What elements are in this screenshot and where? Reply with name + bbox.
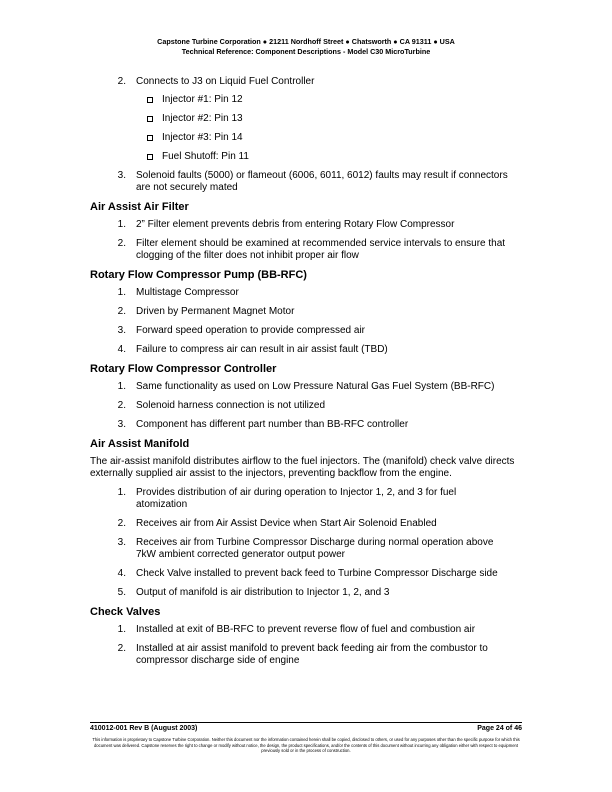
list-item: 3. Forward speed operation to provide compressed air [117,325,366,336]
list-item: 1. Same functionality as used on Low Pressure Natural Gas Fuel System (BB-RFC) [117,381,495,392]
list-item: 3. Receives air from Turbine Compressor Discharge during normal operation above 7kW ambient corrected generator output power [117,537,494,560]
list-item: 2. Filter element should be examined at recommended service intervals to ensure that clogging of the filter does not inhibit proper air flow [117,238,506,261]
list-item: 1. Provides distribution of air during operation to Injector 1, 2, and 3 for fuel atomization [117,487,457,510]
pin-item: Injector #1: Pin 12 [90,94,520,106]
pin-item: Fuel Shutoff: Pin 11 [90,151,520,163]
footer-disclaimer: This information is proprietary to Capstone Turbine Corporation. Neither this document nor the information contained herein shall be copied, disclosed to others, or used for any purposes other than the specific purpose for which this document was delivered. Capstone reserves the right to change or modify without notice, the design, the product specifications, and/or the contents of this document without incurring any obligation either with respect to equipment previously sold or in the process of construction. [92,737,520,754]
page-header [0,37,612,57]
list-item: 2. Installed at air assist manifold to prevent back feeding air from the combustor to compressor discharge side of engine [117,643,488,666]
list-item: 1. Installed at exit of BB-RFC to prevent reverse flow of fuel and combustion air [117,624,476,635]
checkbox-bullet-icon [147,154,153,160]
list-item: 3. Component has different part number than BB-RFC controller [117,419,409,430]
section-heading-manifold: Air Assist Manifold [90,438,190,450]
list-item: 4. Failure to compress air can result in air assist fault (TBD) [117,344,388,355]
manifold-paragraph: The air-assist manifold distributes airflow to the fuel injectors. The (manifold) check valve directs externally supplied air assist to the injectors, preventing backflow from the engine. [90,456,515,479]
list-item: 1. 2” Filter element prevents debris from entering Rotary Flow Compressor [117,219,455,230]
list-item: 1. Multistage Compressor [117,287,239,298]
section-heading-pump: Rotary Flow Compressor Pump (BB-RFC) [90,269,307,281]
header-line-2: Technical Reference: Component Descriptions - Model C30 MicroTurbine [181,47,431,56]
section-heading-check-valves: Check Valves [90,606,161,618]
list-item: 3. Solenoid faults (5000) or flameout (6006, 6011, 6012) faults may result if connectors are not securely mated [117,170,508,193]
list-item: 2. Driven by Permanent Magnet Motor [117,306,295,317]
list-item: 5. Output of manifold is air distribution to Injector 1, 2, and 3 [117,587,390,598]
list-item: 2. Solenoid harness connection is not utilized [117,400,326,411]
header-line-1: Capstone Turbine Corporation ● 21211 Nordhoff Street ● Chatsworth ● CA 91311 ● USA [157,37,455,46]
pin-item: Injector #3: Pin 14 [90,132,520,144]
pin-list [90,94,520,163]
list-item: 4. Check Valve installed to prevent back feed to Turbine Compressor Discharge side [117,568,498,579]
section-heading-air-filter: Air Assist Air Filter [90,201,189,213]
pin-item: Injector #2: Pin 13 [90,113,520,125]
checkbox-bullet-icon [147,116,153,122]
list-item: 2. Connects to J3 on Liquid Fuel Controller [117,76,315,87]
footer-page-number: Page 24 of 46 [477,725,522,732]
checkbox-bullet-icon [147,135,153,141]
section-heading-controller: Rotary Flow Compressor Controller [90,363,277,375]
footer-doc-id: 410012-001 Rev B (August 2003) [90,725,198,732]
page-content [90,76,520,674]
list-item: 2. Receives air from Air Assist Device when Start Air Solenoid Enabled [117,518,437,529]
checkbox-bullet-icon [147,97,153,103]
footer-divider [90,722,522,723]
